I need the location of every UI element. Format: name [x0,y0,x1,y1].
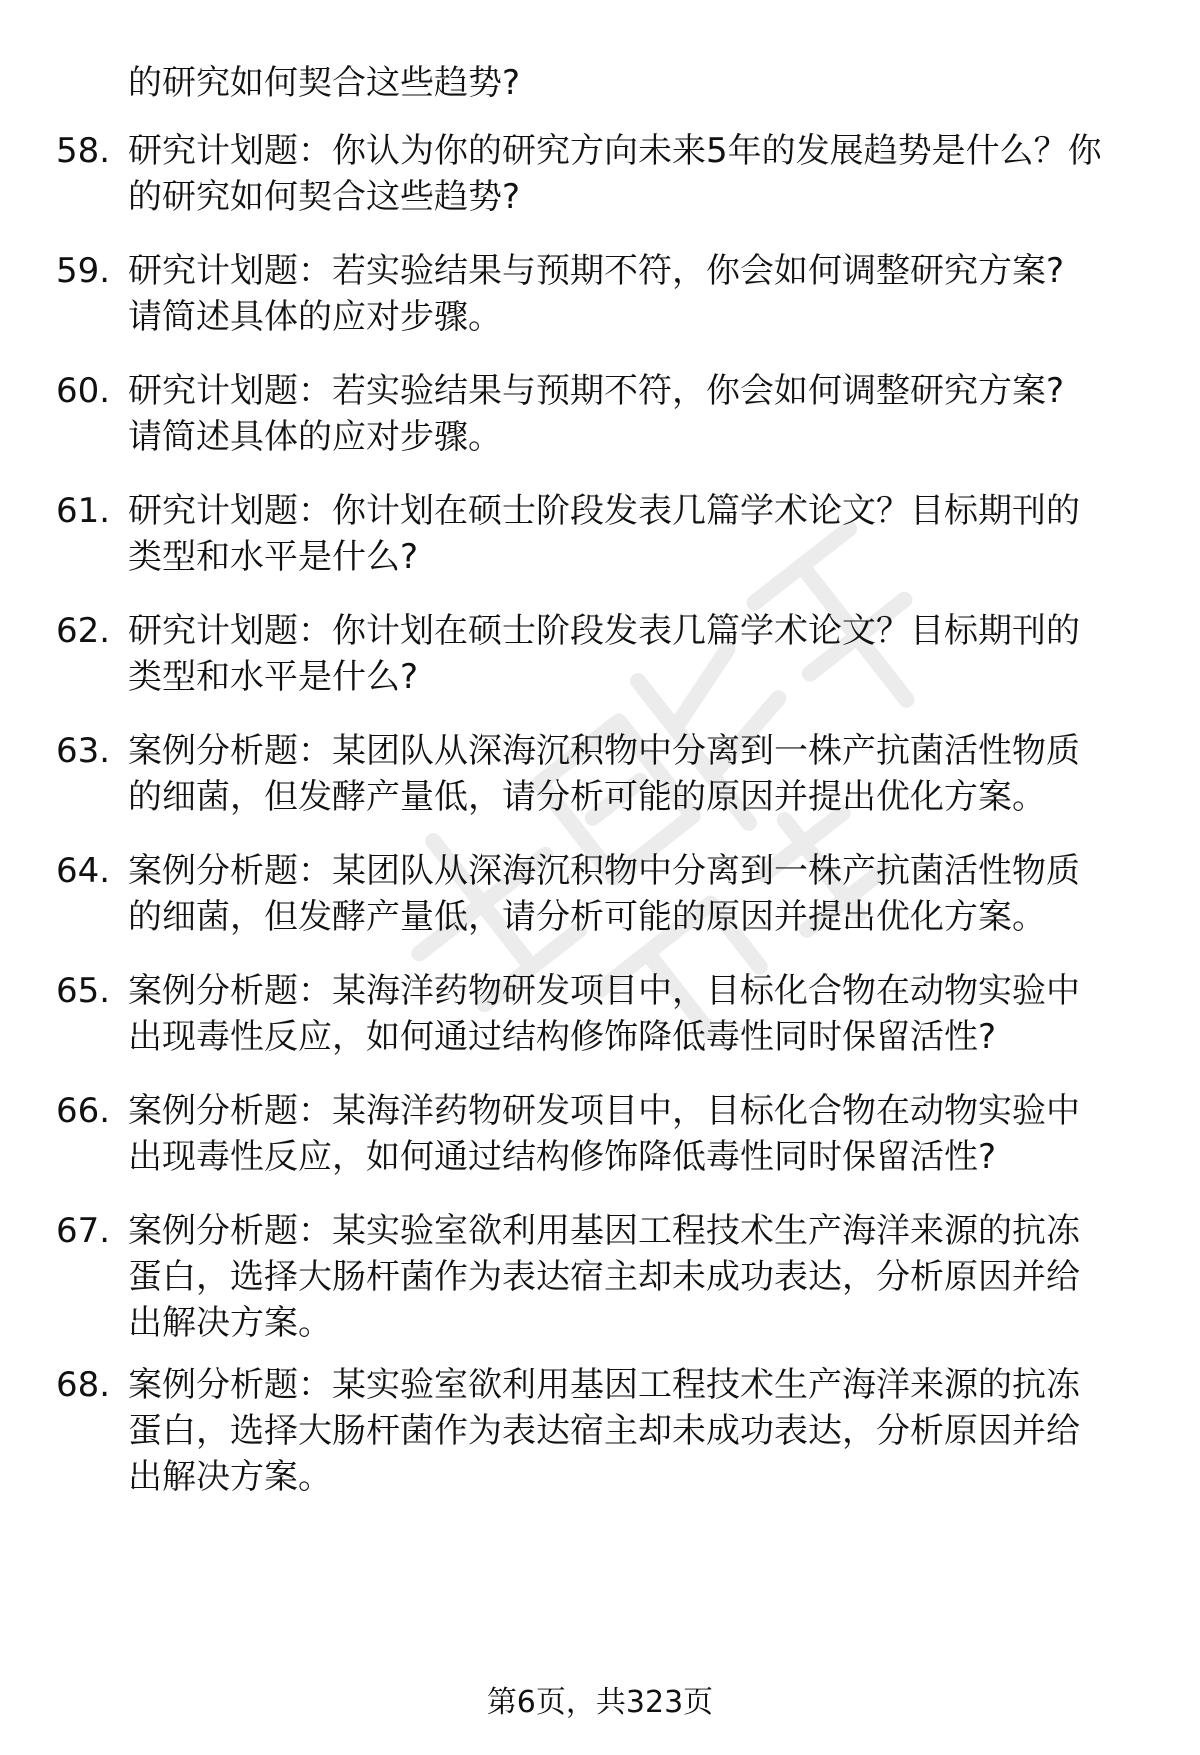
item-text [128,848,1168,940]
item-text [128,1362,1168,1500]
item-number: 58. [56,131,111,171]
item-number: 66. [56,1091,111,1131]
item-text [128,968,1168,1060]
item-text-line: 请简述具体的应对步骤。 [128,297,502,337]
item-text-line: 研究计划题：若实验结果与预期不符，你会如何调整研究方案? [128,251,1065,291]
item-number: 64. [56,851,111,891]
item-text-line: 出解决方案。 [128,1457,332,1497]
item-text [128,368,1168,460]
item-text-line: 案例分析题：某实验室欲利用基因工程技术生产海洋来源的抗冻 [128,1365,1080,1405]
item-number: 60. [56,371,111,411]
item-text-line: 的细菌，但发酵产量低，请分析可能的原因并提出优化方案。 [128,897,1046,937]
item-text [128,488,1168,580]
page-footer: 第6页，共323页 [486,1685,714,1720]
item-text-line: 出现毒性反应，如何通过结构修饰降低毒性同时保留活性? [128,1017,997,1057]
item-text [128,248,1168,340]
item-text-line: 出现毒性反应，如何通过结构修饰降低毒性同时保留活性? [128,1137,997,1177]
item-text-line: 研究计划题：你认为你的研究方向未来5年的发展趋势是什么？你 [128,131,1102,171]
item-text [128,128,1168,220]
item-text-line: 研究计划题：你计划在硕士阶段发表几篇学术论文？目标期刊的 [128,491,1080,531]
item-text [128,728,1168,820]
item-text-line: 研究计划题：若实验结果与预期不符，你会如何调整研究方案? [128,371,1065,411]
item-text-line: 案例分析题：某团队从深海沉积物中分离到一株产抗菌活性物质 [128,731,1080,771]
item-text-line: 类型和水平是什么? [128,537,419,577]
item-text [128,60,1168,106]
item-text [128,1088,1168,1180]
item-number: 62. [56,611,111,651]
item-number: 67. [56,1211,111,1251]
item-number: 68. [56,1365,111,1405]
item-text [128,608,1168,700]
item-text-line: 出解决方案。 [128,1303,332,1343]
item-number: 65. [56,971,111,1011]
item-text [128,1208,1168,1346]
item-text-line: 案例分析题：某海洋药物研发项目中，目标化合物在动物实验中 [128,1091,1080,1131]
item-text-line: 请简述具体的应对步骤。 [128,417,502,457]
item-number: 63. [56,731,111,771]
item-text-line: 案例分析题：某实验室欲利用基因工程技术生产海洋来源的抗冻 [128,1211,1080,1251]
item-number: 59. [56,251,111,291]
item-text-line: 蛋白，选择大肠杆菌作为表达宿主却未成功表达，分析原因并给 [128,1257,1080,1297]
item-number: 61. [56,491,111,531]
item-text-line: 研究计划题：你计划在硕士阶段发表几篇学术论文？目标期刊的 [128,611,1080,651]
item-text-line: 的细菌，但发酵产量低，请分析可能的原因并提出优化方案。 [128,777,1046,817]
item-text-line: 的研究如何契合这些趋势? [128,63,521,103]
item-text-line: 案例分析题：某海洋药物研发项目中，目标化合物在动物实验中 [128,971,1080,1011]
item-text-line: 案例分析题：某团队从深海沉积物中分离到一株产抗菌活性物质 [128,851,1080,891]
item-text-line: 蛋白，选择大肠杆菌作为表达宿主却未成功表达，分析原因并给 [128,1411,1080,1451]
item-text-line: 类型和水平是什么? [128,657,419,697]
item-text-line: 的研究如何契合这些趋势? [128,177,521,217]
